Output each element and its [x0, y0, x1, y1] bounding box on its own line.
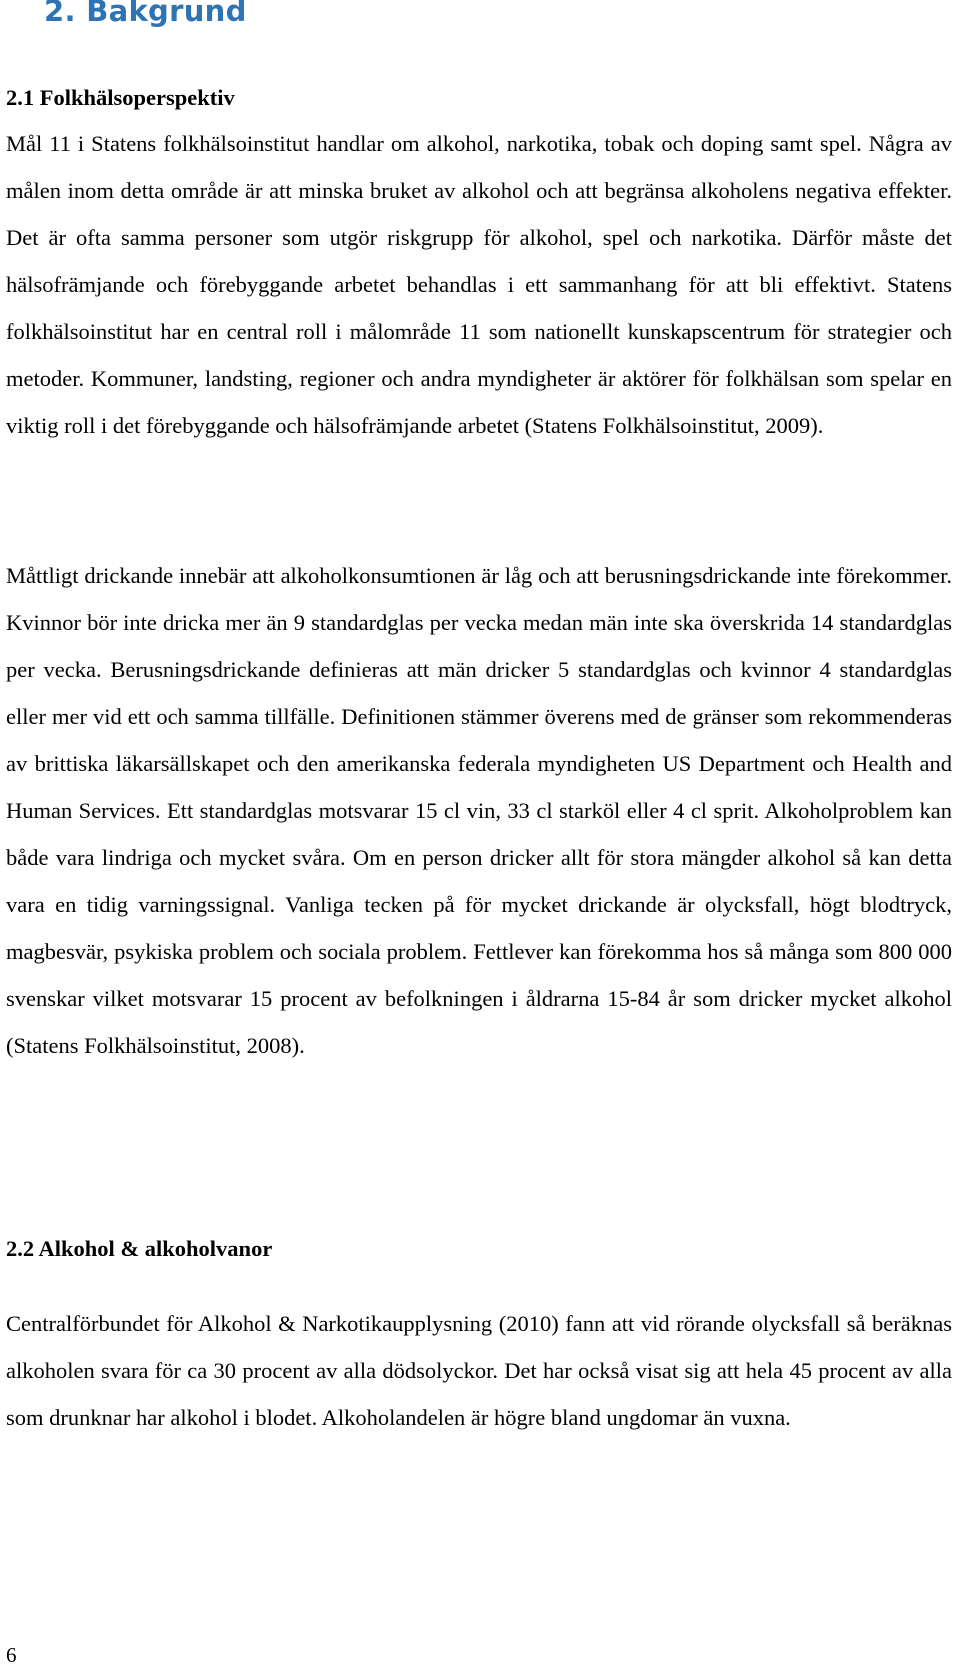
paragraph-mattligt-drickande: Måttligt drickande innebär att alkoholkonsumtionen är låg och att berusningsdrickande inte förekommer. Kvinnor bör inte dricka mer än 9 standardglas per vecka medan män inte ska överskrida 14 standardglas per vecka. Berusningsdrickande definieras att män dricker 5 standardglas och kvinnor 4 standardglas eller mer vid ett och samma tillfälle. Definitionen stämmer överens med de gränser som rekommenderas av brittiska läkarsällskapet och den amerikanska federala myndigheten US Department och Health and Human Services. Ett standardglas motsvarar 15 cl vin, 33 cl starköl eller 4 cl sprit. Alkoholproblem kan både vara lindriga och mycket svåra. Om en person dricker allt för stora mängder alkohol så kan detta vara en tidig varningssignal. Vanliga tecken på för mycket drickande är olycksfall, högt blodtryck, magbesvär, psykiska problem och sociala problem. Fettlever kan förekomma hos så många som 800 000 svenskar vilket motsvarar 15 procent av befolkningen i åldrarna 15-84 år som dricker mycket alkohol (Statens Folkhälsoinstitut, 2008).	[6, 563, 952, 1058]
paragraph-mal-11: Mål 11 i Statens folkhälsoinstitut handlar om alkohol, narkotika, tobak och doping samt spel. Några av målen inom detta område är att minska bruket av alkohol och att begränsa alkoholens negativa effekter. Det är ofta samma personer som utgör riskgrupp för alkohol, spel och narkotika. Därför måste det hälsofrämjande och förebyggande arbetet behandlas i ett sammanhang för att bli effektivt. Statens folkhälsoinstitut har en central roll i målområde 11 som nationellt kunskapscentrum för strategier och metoder. Kommuner, landsting, regioner och andra myndigheter är aktörer för folkhälsan som spelar en viktig roll i det förebyggande och hälsofrämjande arbetet (Statens Folkhälsoinstitut, 2009).	[6, 131, 952, 438]
page-number: 6	[6, 1643, 17, 1667]
section-heading-folkhalsoperspektiv: 2.1 Folkhälsoperspektiv	[6, 85, 235, 110]
chapter-title: 2. Bakgrund	[44, 0, 247, 28]
section-heading-alkohol-alkoholvanor: 2.2 Alkohol & alkoholvanor	[6, 1236, 273, 1261]
paragraph-centralforbundet: Centralförbundet för Alkohol & Narkotikaupplysning (2010) fann att vid rörande olycksfall så beräknas alkoholen svara för ca 30 procent av alla dödsolyckor. Det har också visat sig att hela 45 procent av alla som drunknar har alkohol i blodet. Alkoholandelen är högre bland ungdomar än vuxna.	[6, 1311, 952, 1430]
